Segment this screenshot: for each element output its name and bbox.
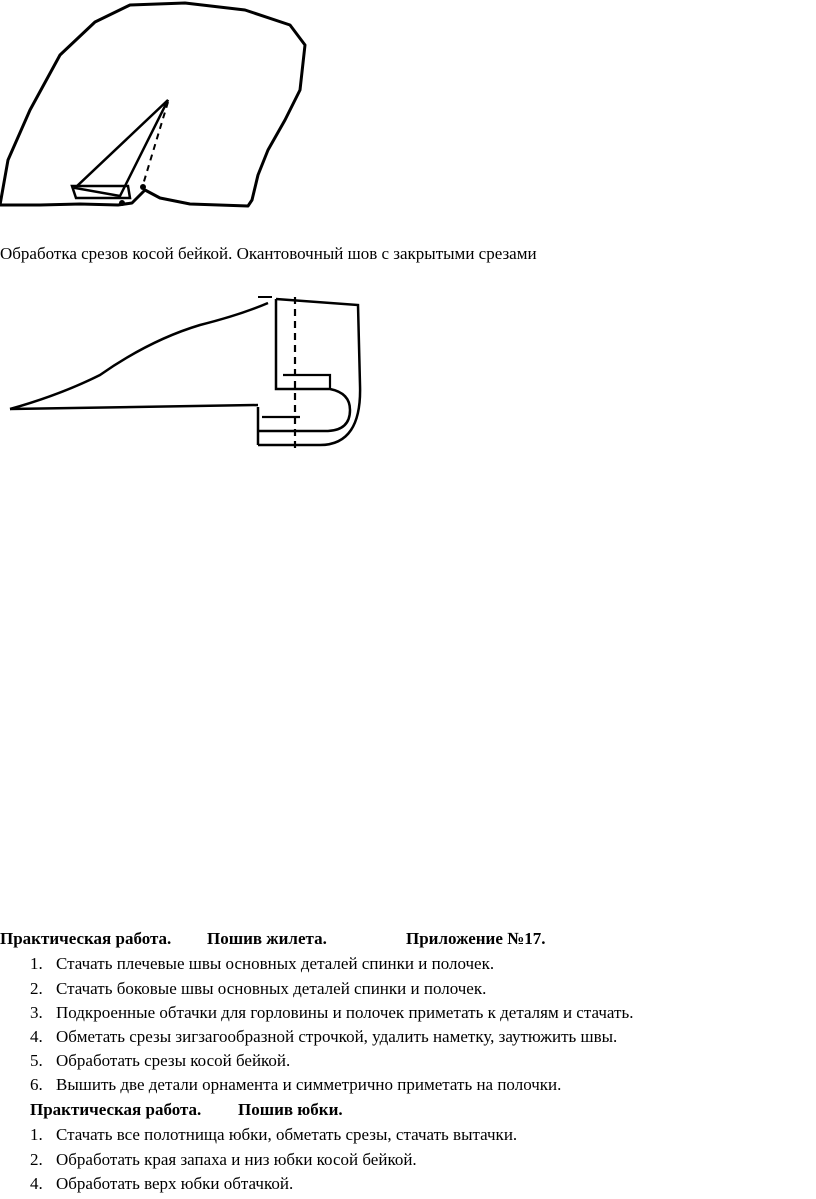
binding-inner [258, 299, 350, 431]
section1-title: Практическая работа. [0, 929, 172, 948]
section2-subtitle: Пошив юбки. [238, 1100, 343, 1119]
section1-appendix: Приложение №17. [406, 929, 546, 948]
figure-caption: Обработка срезов косой бейкой. Окантовочный шов с закрытыми срезами [0, 244, 537, 263]
binding-seam-figure [0, 285, 380, 460]
dart-figure [0, 0, 320, 220]
fabric-bottom [10, 405, 258, 409]
section2-title: Практическая работа. [30, 1100, 202, 1119]
section1-subtitle: Пошив жилета. [207, 929, 327, 948]
fabric-taper [10, 303, 268, 409]
garment-outline [0, 3, 305, 206]
section2-heading [30, 1100, 630, 1122]
section1-heading [0, 929, 816, 951]
stitch-point [140, 184, 146, 190]
binding-fold-top [283, 375, 330, 389]
stitch-point-2 [119, 200, 125, 206]
